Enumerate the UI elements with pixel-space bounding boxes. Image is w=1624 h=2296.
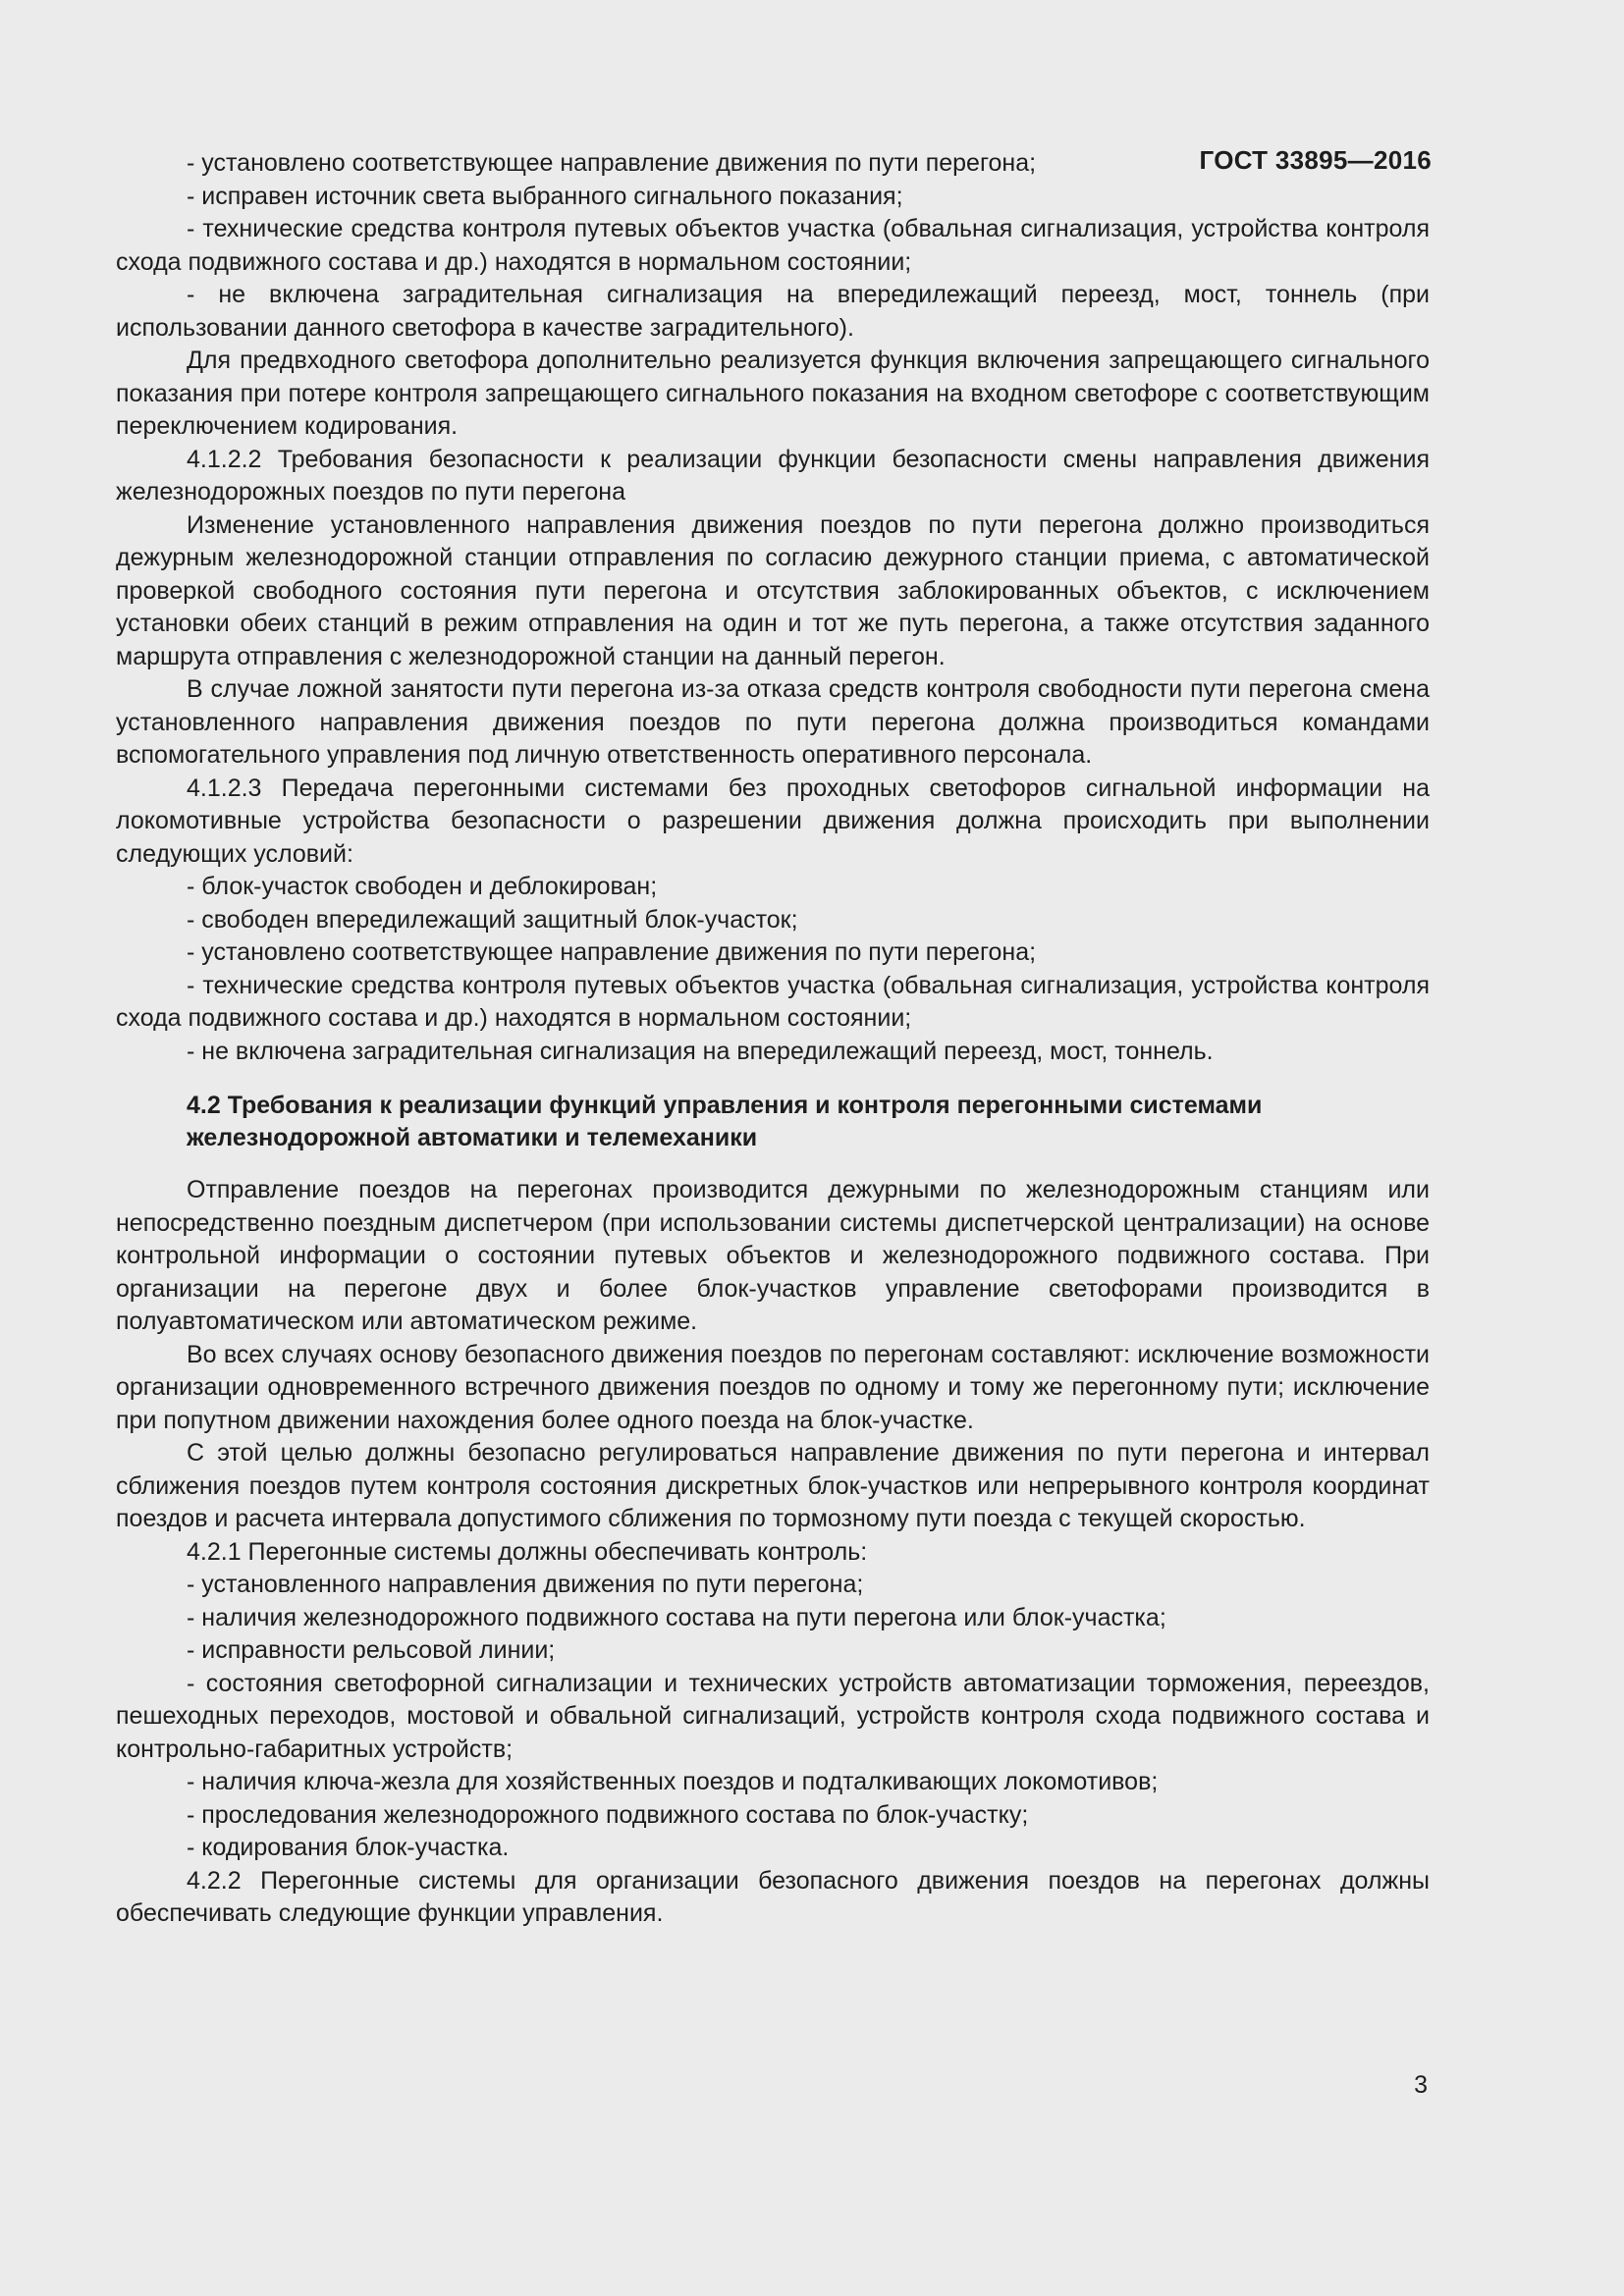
paragraph: - исправности рельсовой линии; xyxy=(187,1636,556,1664)
paragraph: С этой целью должны безопасно регулироваться направление движения по пути перегона и интервал сближения поездов путем контроля состояния дискретных блок-участков или непрерывного контроля координат поездов и расчета интервала допустимого сближения по тормозному пути поезда с текущей скоростью. xyxy=(116,1439,1430,1532)
paragraph: - наличия ключа-жезла для хозяйственных поездов и подталкивающих локомотивов; xyxy=(187,1768,1159,1795)
paragraph-group-a xyxy=(116,147,1430,1068)
paragraph: - проследования железнодорожного подвижного состава по блок-участку; xyxy=(187,1800,1029,1829)
paragraph: Для предвходного светофора дополнительно реализуется функция включения запрещающего сигнального показания при потере контроля запрещающего сигнального показания на входном светофоре с соответствующим переключением кодирования. xyxy=(116,347,1430,440)
paragraph: - установленного направления движения по пути перегона; xyxy=(187,1571,864,1598)
paragraph: - наличия железнодорожного подвижного состава на пути перегона или блок-участка; xyxy=(187,1603,1166,1631)
paragraph: - технические средства контроля путевых объектов участка (обвальная сигнализация, устройства контроля схода подвижного состава и др.) находятся в нормальном состоянии; xyxy=(116,215,1430,276)
paragraph: 4.2.2 Перегонные системы для организации безопасного движения поездов на перегонах должны обеспечивать следующие функции управления. xyxy=(116,1866,1430,1927)
section-heading: 4.2 Требования к реализации функций управления и контроля перегонными системами железнодорожной автоматики и телемеханики xyxy=(187,1092,1263,1151)
paragraph: 4.1.2.2 Требования безопасности к реализации функции безопасности смены направления движения железнодорожных поездов по пути перегона xyxy=(116,445,1430,506)
paragraph: - не включена заградительная сигнализация на впередилежащий переезд, мост, тоннель. xyxy=(187,1037,1214,1065)
document-body xyxy=(116,147,1430,1931)
paragraph: Отправление поездов на перегонах производится дежурными по железнодорожным станциям или непосредственно поездным диспетчером (при использовании системы диспетчерской централизации) на основе контрольной информации о состоянии путевых объектов и железнодорожного подвижного состава. При организации на перегоне двух и более блок-участков управление светофорами производится в полуавтоматическом или автоматическом режиме. xyxy=(116,1176,1430,1335)
page-number: 3 xyxy=(1414,2071,1428,2099)
paragraph: В случае ложной занятости пути перегона из-за отказа средств контроля свободности пути перегона смена установленного направления движения поездов по пути перегона должна производиться командами вспомогательного управления под личную ответственность оперативного персонала. xyxy=(116,675,1430,769)
paragraph: - свободен впередилежащий защитный блок-участок; xyxy=(187,905,798,934)
paragraph-group-b xyxy=(116,1174,1430,1931)
paragraph: Изменение установленного направления движения поездов по пути перегона должно производиться дежурным железнодорожной станции отправления по согласию дежурного станции приема, с автоматической проверкой свободного состояния пути перегона и отсутствия заблокированных объектов, с исключением установки обеих станций в режим отправления на один и тот же путь перегона, а также отсутствия заданного маршрута отправления с железнодорожной станции на данный перегон. xyxy=(116,510,1430,670)
paragraph: - установлено соответствующее направление движения по пути перегона; xyxy=(187,149,1037,177)
paragraph: - состояния светофорной сигнализации и технических устройств автоматизации торможения, переездов, пешеходных переходов, мостовой и обвальной сигнализаций, устройств контроля схода подвижного состава и контрольно-габаритных устройств; xyxy=(116,1669,1430,1763)
paragraph: 4.1.2.3 Передача перегонными системами без проходных светофоров сигнальной информации на локомотивные устройства безопасности о разрешении движения должна происходить при выполнении следующих условий: xyxy=(116,774,1430,868)
paragraph: - установлено соответствующее направление движения по пути перегона; xyxy=(187,938,1037,966)
paragraph: 4.2.1 Перегонные системы должны обеспечивать контроль: xyxy=(187,1537,868,1566)
document-designation: ГОСТ 33895—2016 xyxy=(1199,145,1432,175)
paragraph: - не включена заградительная сигнализация на впередилежащий переезд, мост, тоннель (при использовании данного светофора в качестве заградительного). xyxy=(116,281,1430,342)
paragraph: - кодирования блок-участка. xyxy=(187,1834,510,1861)
paragraph: Во всех случаях основу безопасного движения поездов по перегонам составляют: исключение возможности организации одновременного встречного движения поездов по одному и тому же перегонному пути; исключение при попутном движении нахождения более одного поезда на блок-участке. xyxy=(116,1340,1430,1434)
paragraph: - блок-участок свободен и деблокирован; xyxy=(187,873,658,900)
paragraph: - технические средства контроля путевых объектов участка (обвальная сигнализация, устройства контроля схода подвижного состава и др.) находятся в нормальном состоянии; xyxy=(116,971,1430,1032)
paragraph: - исправен источник света выбранного сигнального показания; xyxy=(187,182,903,210)
